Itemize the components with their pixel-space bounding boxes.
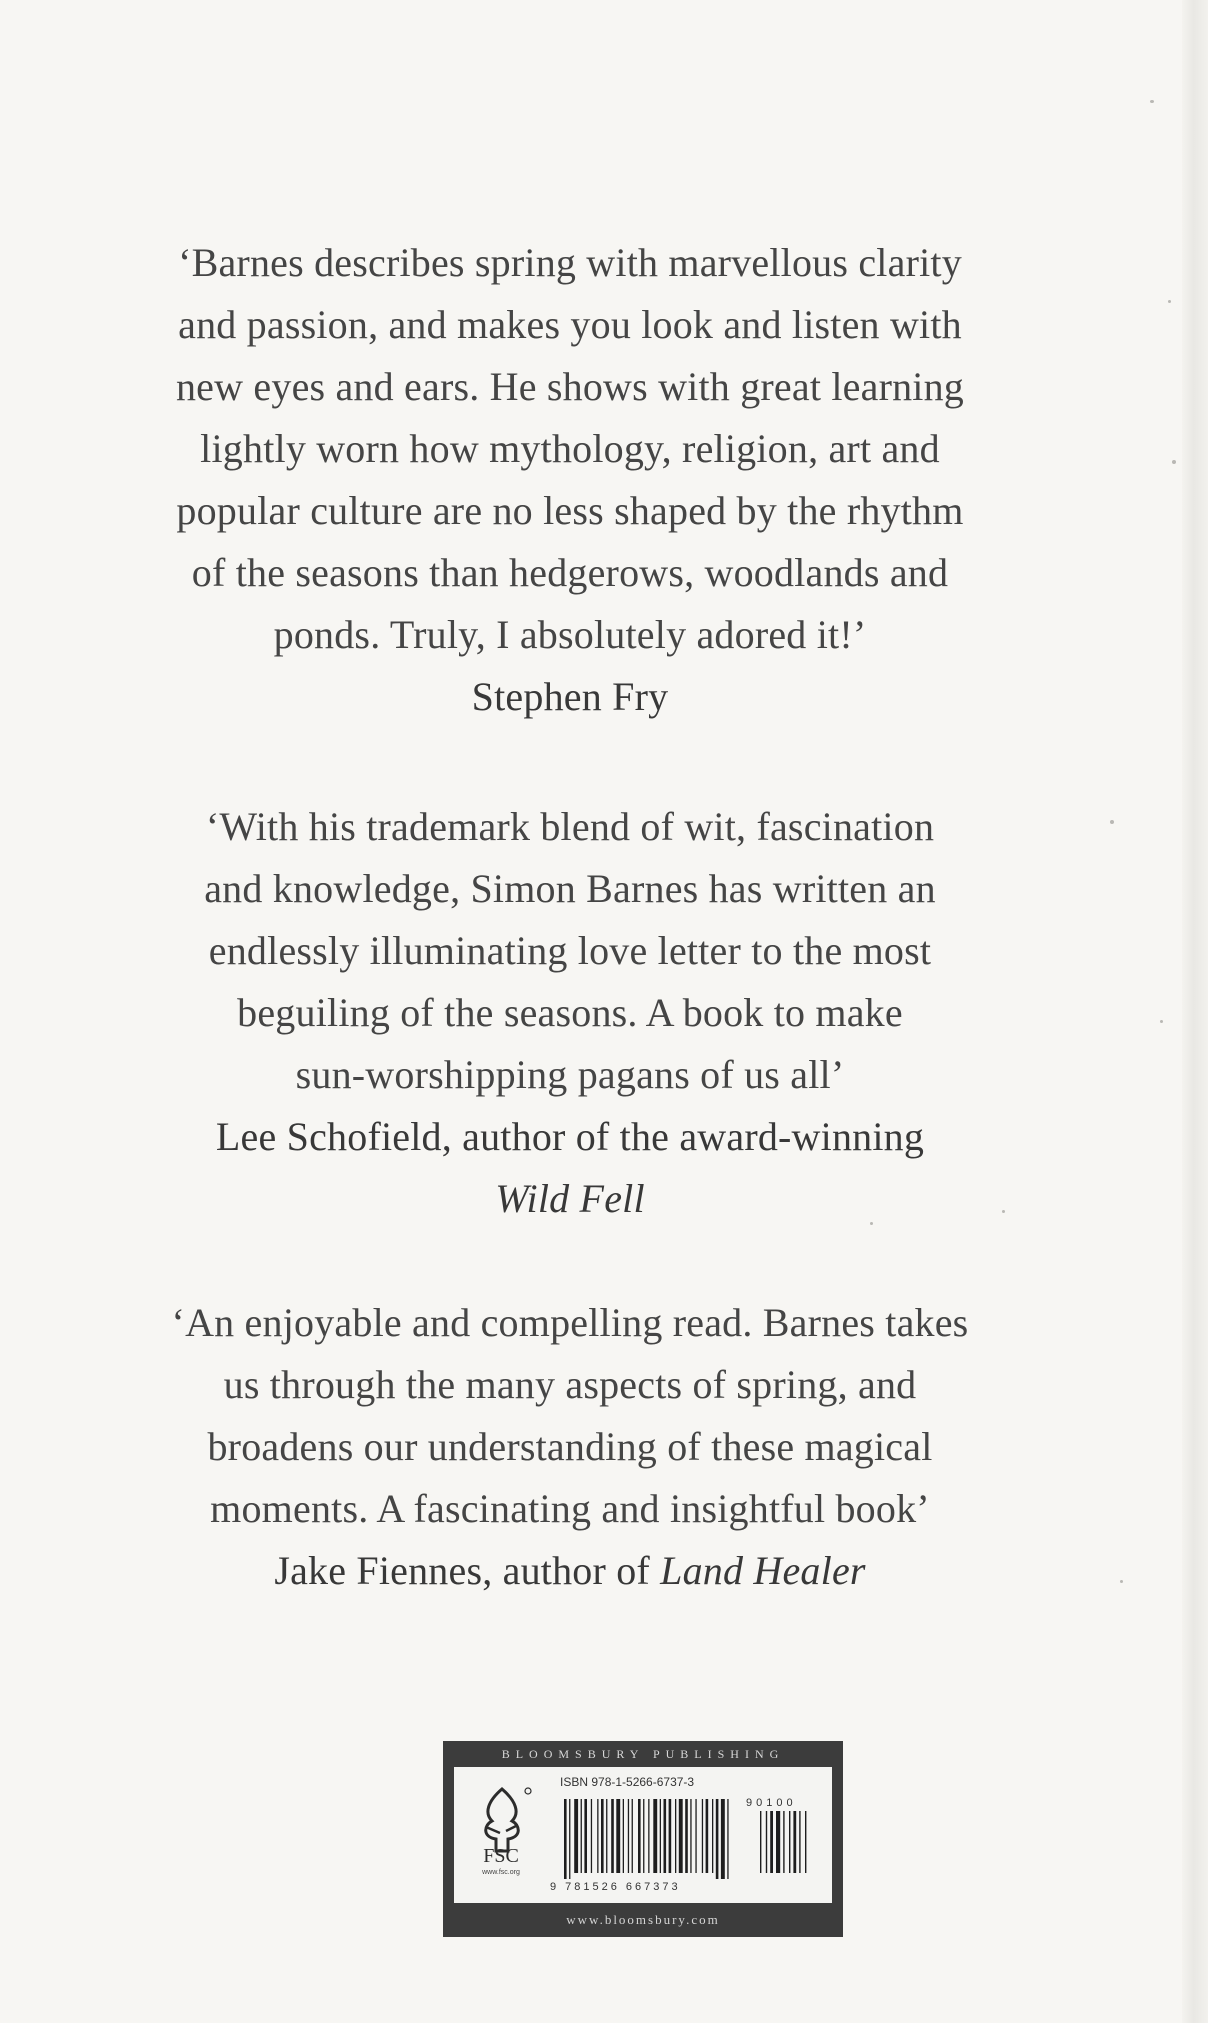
price-code: 90100 [746,1797,797,1809]
page-edge-shadow [1182,0,1208,2023]
quote-line: and knowledge, Simon Barnes has written an [204,866,936,911]
quote-attribution-line [150,1540,990,1602]
review-quote-2 [150,796,990,1230]
quote-attribution: Stephen Fry [471,674,669,719]
quote-line: endlessly illuminating love letter to the most [208,928,932,973]
barcode-label [454,1767,832,1903]
quote-line: and passion, and makes you look and listen with [178,302,962,347]
quote-line: ‘With his trademark blend of wit, fascination [205,804,935,849]
review-quote-1 [150,232,990,728]
quote-line: lightly worn how mythology, religion, art and [200,426,940,471]
isbn-text: ISBN 978-1-5266-6737-3 [560,1775,695,1789]
publisher-banner: BLOOMSBURY PUBLISHING [501,1747,785,1761]
quote-attribution: Lee Schofield, author of the award-winning [215,1114,925,1159]
barcode [560,1793,830,1885]
publisher-website: www.bloomsbury.com [566,1912,720,1927]
fsc-label: FSC [483,1845,519,1867]
quote-line: us through the many aspects of spring, and [223,1362,917,1407]
quote-line: broadens our understanding of these magical [207,1424,933,1469]
quote-line: ‘Barnes describes spring with marvellous clarity [178,240,962,285]
quote-work-title: Land Healer [660,1548,866,1593]
barcode-panel [443,1741,843,1937]
quote-line: popular culture are no less shaped by the rhythm [176,488,964,533]
quote-line: ponds. Truly, I absolutely adored it!’ [273,612,867,657]
quote-line: sun-worshipping pagans of us all’ [295,1052,845,1097]
quote-attribution: Jake Fiennes, author of [274,1548,661,1593]
quote-line: new eyes and ears. He shows with great learning [175,364,965,409]
review-quote-3 [150,1292,990,1602]
quote-line: ‘An enjoyable and compelling read. Barnes takes [171,1300,969,1345]
barcode-digits: 9 781526 667373 [550,1881,681,1893]
quote-work-title: Wild Fell [495,1176,645,1221]
fsc-website: www.fsc.org [482,1869,520,1876]
quote-line: of the seasons than hedgerows, woodlands and [191,550,949,595]
quote-line: moments. A fascinating and insightful book’ [210,1486,930,1531]
quote-line: beguiling of the seasons. A book to make [237,990,903,1035]
